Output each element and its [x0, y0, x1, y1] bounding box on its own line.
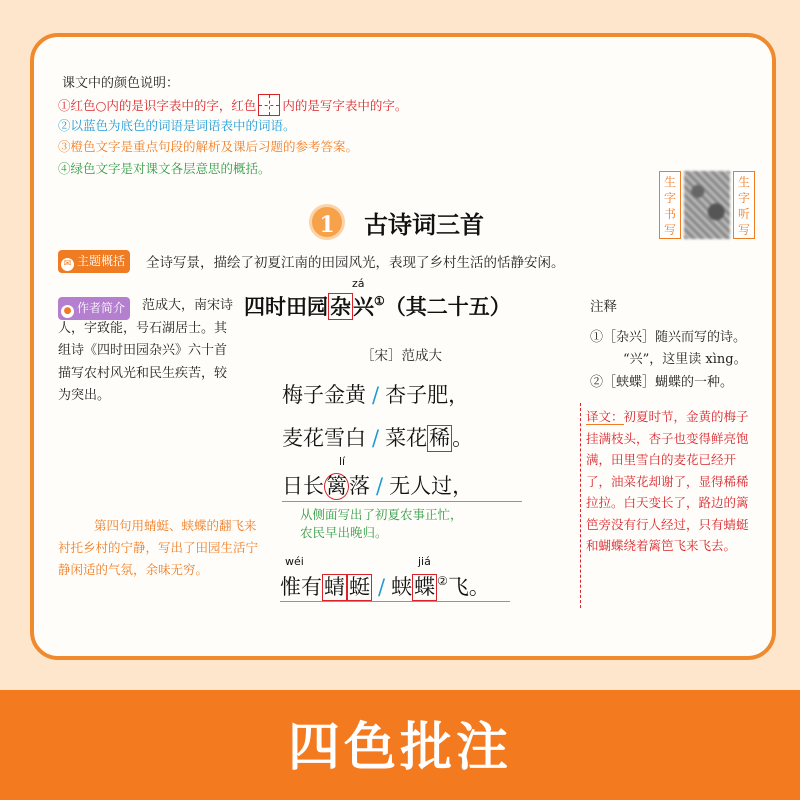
poem-line-2-a: 麦花雪白	[282, 426, 366, 450]
poem-line-1-a: 梅子金黄	[282, 383, 366, 407]
legend-title: 课文中的颜色说明：	[62, 76, 180, 91]
green-summary-note	[300, 506, 463, 542]
lesson-page-card	[30, 33, 776, 660]
theme-tag-label: 主题概括	[77, 254, 126, 268]
poem-title-pre: 四时田园	[244, 294, 328, 319]
char-box-die: 蝶	[412, 574, 437, 601]
pinyin-li: lí	[339, 455, 346, 468]
banner-title: 四色批注	[287, 718, 512, 778]
char-box-ting: 蜓	[347, 574, 372, 601]
pause-slash: /	[372, 426, 380, 450]
lesson-title: 古诗词三首	[364, 210, 484, 239]
pinyin-wei: wéi	[285, 555, 304, 568]
legend-item-red	[58, 94, 407, 116]
poem-line-3-a: 日长	[282, 474, 324, 498]
footnote-mark-1: ①	[374, 294, 385, 308]
qr-label-writing[interactable]: 生字书写	[659, 171, 681, 239]
poem-line-3-b: 落	[349, 474, 370, 498]
legend-item-red-text-b: 内的是写字表中的字。	[282, 98, 408, 113]
chat-icon: ✉	[61, 258, 74, 271]
footnote-mark-2: ②	[437, 574, 448, 588]
feature-banner	[0, 690, 800, 800]
char-box-xi: 稀	[427, 425, 452, 452]
qr-code-image[interactable]	[684, 171, 730, 239]
poem-line-4-hu: 蛱	[391, 575, 413, 599]
poem-line-4-a: 惟有	[280, 575, 322, 599]
note-2: ②［蛱蝶］蝴蝶的一种。	[590, 375, 734, 390]
author-intro: 范成大，南宋诗人，字致能，号石湖居士。其组诗《四时田园杂兴》六十首描写农村风光和民生疾苦，较为突出。	[58, 298, 234, 403]
legend-item-blue: ②以蓝色为底色的词语是词语表中的词语。	[58, 118, 296, 133]
legend-item-green: ④绿色文字是对课文各层意思的概括。	[58, 161, 271, 176]
theme-summary: 全诗写景，描绘了初夏江南的田园风光，表现了乡村生活的恬静安闲。	[146, 255, 565, 271]
poem-line-2-b: 菜花	[385, 426, 428, 450]
qr-label-dictation[interactable]: 生字听写	[733, 171, 755, 239]
translation-label: 译文：	[586, 409, 624, 424]
note-1-continued: “兴”，这里读 xìng。	[623, 352, 747, 367]
writing-grid-icon	[258, 94, 280, 116]
legend-item-orange: ③橙色文字是重点句段的解析及课后习题的参考答案。	[58, 139, 359, 154]
poem-line-3-c: 无人过，	[389, 474, 474, 498]
line-4-underline	[280, 601, 510, 602]
translation	[586, 406, 758, 557]
poem-dynasty-author: ［宋］范成大	[361, 348, 442, 364]
green-note-line-1: 从侧面写出了初夏农事正忙，	[300, 507, 463, 522]
theme-tag	[58, 250, 130, 273]
char-box-za: 杂	[330, 294, 351, 319]
translation-frame	[580, 403, 581, 608]
poem-line-3	[282, 470, 473, 500]
notes-title: 注释	[590, 299, 617, 315]
author-tag	[58, 297, 130, 320]
theme-tag-wrap	[58, 250, 130, 273]
poem-line-4-end: 飞。	[447, 575, 490, 599]
note-1: ①［杂兴］随兴而写的诗。	[590, 330, 747, 345]
orange-analysis-note: 第四句用蜻蜓、蛱蝶的翻飞来衬托乡村的宁静，写出了田园生活宁静闲适的气氛，余味无穷。	[58, 518, 259, 577]
poem-line-2	[282, 422, 473, 452]
pause-slash: /	[378, 575, 386, 599]
green-note-line-2: 农民早出晚归。	[300, 525, 388, 540]
poem-title	[244, 291, 511, 321]
lesson-number-badge: 1	[309, 204, 345, 240]
line-3-underline	[282, 501, 522, 502]
poem-title-xing: 兴	[353, 294, 374, 319]
author-tag-label: 作者简介	[77, 301, 126, 315]
pinyin-za: zá	[352, 277, 365, 290]
legend-item-red-text-a: ①红色○内的是识字表中的字，红色	[58, 98, 257, 113]
poem-line-4	[280, 571, 490, 601]
poem-line-2-end: 。	[452, 426, 474, 450]
person-icon: ●	[61, 305, 74, 318]
poem-line-1	[282, 379, 469, 409]
pause-slash: /	[372, 383, 380, 407]
poem-line-1-b: 杏子肥，	[385, 383, 470, 407]
translation-text: 初夏时节，金黄的梅子挂满枝头，杏子也变得鲜亮饱满，田里雪白的麦花已经开了，油菜花却谢了，显得稀稀拉拉。白天变长了，路边的篱笆旁没有行人经过，只有蜻蜓和蝴蝶绕着篱笆飞来飞去。	[586, 409, 749, 553]
pause-slash: /	[376, 474, 384, 498]
char-circle-li: 篱	[324, 473, 349, 500]
char-box-qing: 蜻	[322, 574, 347, 601]
poem-title-post: （其二十五）	[384, 294, 511, 319]
pinyin-jia: jiá	[418, 555, 431, 568]
